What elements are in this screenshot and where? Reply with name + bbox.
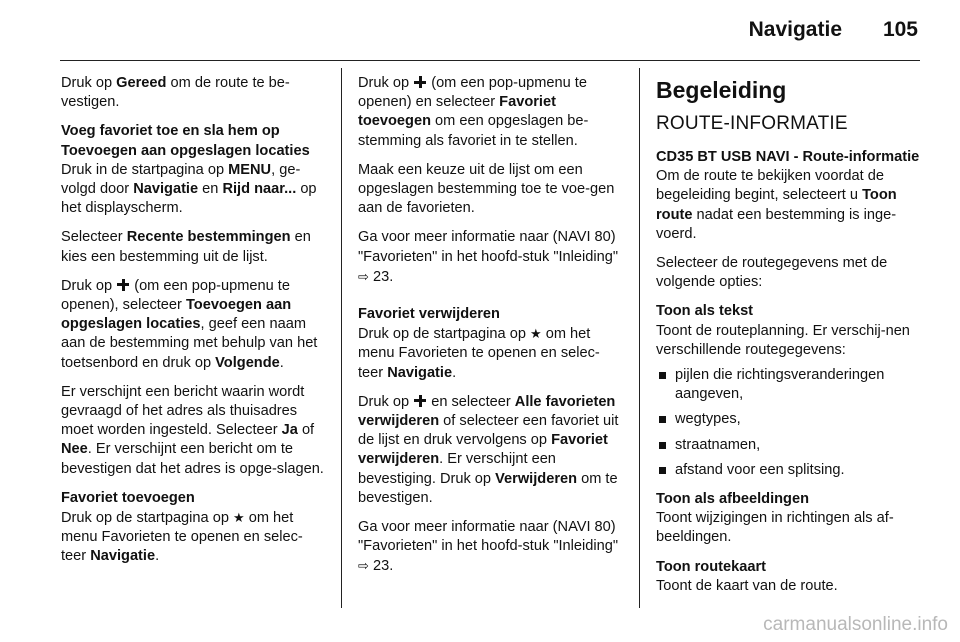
section-heading: ROUTE-INFORMATIE bbox=[656, 113, 848, 134]
list-item: afstand voor een splitsing. bbox=[656, 461, 924, 480]
list-item: straatnamen, bbox=[656, 436, 924, 455]
section-title: Voeg favoriet toe en sla hem op bbox=[61, 123, 280, 140]
page-reference-icon: ⇨ bbox=[358, 558, 369, 574]
paragraph: Er verschijnt een bericht waarin wordt gevraagd of het adres als thuisadres moet worden ingesteld. Selecteer Ja of Nee. Er verschijnt een bericht om te bevestigen dat het adres is opge-slagen. bbox=[61, 383, 324, 477]
column-divider-1 bbox=[341, 68, 342, 608]
option-title: Toon als afbeeldingen bbox=[656, 491, 809, 508]
list-item: pijlen die richtingsveranderingen aangeven, bbox=[656, 366, 924, 404]
subsection-title: Toevoegen aan opgeslagen locaties bbox=[61, 142, 310, 159]
column-2 bbox=[358, 74, 623, 587]
section-title: Favoriet toevoegen bbox=[61, 489, 195, 506]
bullet-list bbox=[656, 366, 924, 480]
option-title: Toon routekaart bbox=[656, 558, 767, 575]
chapter-title: Navigatie bbox=[748, 18, 842, 41]
paragraph: Druk op de startpagina op ★ om het menu Favorieten te openen en selec-teer Navigatie. bbox=[358, 326, 600, 381]
paragraph: Druk in de startpagina op MENU, ge-volgd door Navigatie en Rijd naar... op het displayscherm. bbox=[61, 161, 317, 217]
page-header bbox=[0, 0, 960, 54]
paragraph: Toont de kaart van de route. bbox=[656, 577, 838, 594]
section-title: Favoriet verwijderen bbox=[358, 306, 500, 323]
subsection-heading: CD35 BT USB NAVI - Route-informatie bbox=[656, 149, 920, 165]
header-rule bbox=[60, 60, 920, 61]
plus-icon bbox=[414, 76, 426, 88]
star-icon: ★ bbox=[233, 510, 245, 526]
chapter-heading: Begeleiding bbox=[656, 77, 787, 103]
paragraph: Selecteer Recente bestemmingen en kies een bestemming uit de lijst. bbox=[61, 229, 311, 265]
paragraph: Selecteer de routegegevens met de volgende opties: bbox=[656, 255, 888, 291]
column-1 bbox=[61, 74, 326, 577]
watermark: carmanualsonline.info bbox=[763, 614, 948, 635]
paragraph: Druk op Gereed om de route te be-vestigen. bbox=[61, 75, 290, 111]
option-title: Toon als tekst bbox=[656, 303, 754, 320]
paragraph: Druk op en selecteer Alle favorieten verwijderen of selecteer een favoriet uit de lijst en druk vervolgens op Favoriet verwijderen. Er verschijnt een bevestiging. Druk op Verwijderen om te bevestigen. bbox=[358, 393, 619, 506]
plus-icon bbox=[414, 395, 426, 407]
paragraph: Druk op (om een pop-upmenu te openen) en selecteer Favoriet toevoegen om een opgeslagen be-stemming als favoriet in te stellen. bbox=[358, 75, 589, 149]
plus-icon bbox=[117, 279, 129, 291]
paragraph: Maak een keuze uit de lijst om een opgeslagen bestemming toe te voe-gen aan de favorieten. bbox=[358, 161, 615, 217]
paragraph: Druk op (om een pop-upmenu te openen), selecteer Toevoegen aan opgeslagen locaties, geef een naam aan de bestemming met behulp van het toetsenbord en druk op Volgende. bbox=[61, 277, 318, 371]
list-item: wegtypes, bbox=[656, 410, 924, 429]
page-reference-icon: ⇨ bbox=[358, 268, 369, 284]
star-icon: ★ bbox=[530, 326, 542, 342]
paragraph: Om de route te bekijken voordat de begeleiding begint, selecteert u Toon route nadat een bestemming is inge-voerd. bbox=[656, 168, 897, 242]
paragraph: Ga voor meer informatie naar (NAVI 80) "Favorieten" in het hoofd-stuk "Inleiding" ⇨ 23. bbox=[358, 229, 619, 285]
paragraph: Druk op de startpagina op ★ om het menu Favorieten te openen en selec-teer Navigatie. bbox=[61, 510, 303, 565]
column-divider-2 bbox=[639, 68, 640, 608]
page-number: 105 bbox=[882, 18, 918, 41]
column-3 bbox=[656, 74, 924, 606]
paragraph: Toont de routeplanning. Er verschij-nen verschillende routegegevens: bbox=[656, 322, 910, 358]
paragraph: Toont wijzigingen in richtingen als af-beeldingen. bbox=[656, 510, 894, 546]
paragraph: Ga voor meer informatie naar (NAVI 80) "Favorieten" in het hoofd-stuk "Inleiding" ⇨ 23. bbox=[358, 519, 619, 575]
